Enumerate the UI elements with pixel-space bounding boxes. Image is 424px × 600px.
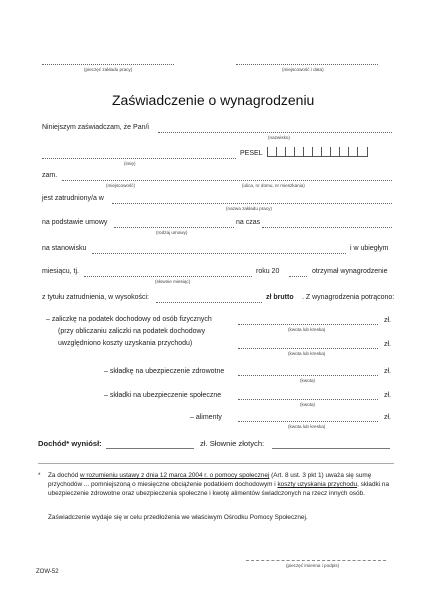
tax-costs-amount[interactable] bbox=[238, 348, 378, 349]
currency-label: zł. bbox=[384, 341, 391, 348]
name-caption: (imię) bbox=[124, 161, 136, 166]
footnote-text: Za dochód bbox=[48, 472, 80, 479]
pesel-digit[interactable] bbox=[357, 147, 368, 157]
income-amount-field[interactable] bbox=[106, 448, 194, 449]
street-caption: (ulica, nr domu, nr mieszkania) bbox=[242, 183, 305, 188]
city-caption: (miejscowość) bbox=[106, 183, 136, 188]
place-date-line[interactable] bbox=[236, 64, 378, 65]
previous-month-label: i w ubiegłym bbox=[350, 245, 389, 252]
gross-label: zł brutto bbox=[266, 294, 294, 301]
currency-label: zł. bbox=[384, 368, 391, 375]
footnote-text: , składki na ubezpieczenie zdrowotne oraz ubezpieczenia społeczne i kwotę alimentów świadczonych na rzecz innych osób. bbox=[48, 481, 390, 497]
stamp-line[interactable] bbox=[42, 64, 174, 65]
place-date-caption: (miejscowość i data) bbox=[282, 67, 324, 72]
divider bbox=[38, 463, 394, 464]
pesel-label: PESEL bbox=[240, 150, 263, 157]
alimony-amount[interactable] bbox=[238, 421, 378, 422]
position-field[interactable] bbox=[92, 253, 346, 254]
amount-caption: (kwota lub kreska) bbox=[288, 424, 326, 429]
costs-reference-link: koszty uzyskania przychodu bbox=[277, 481, 358, 488]
first-name-field[interactable] bbox=[42, 158, 236, 159]
position-label: na stanowisku bbox=[42, 245, 87, 252]
contract-caption: (rodzaj umowy) bbox=[156, 230, 188, 235]
surname-caption: (nazwisko) bbox=[268, 135, 290, 140]
social-label: – składki na ubezpieczenie społeczne bbox=[104, 392, 222, 399]
address-label: zam. bbox=[42, 172, 58, 179]
footnote-text: (Art. 8 ust. 3 pkt 1) uważa się sumę przychodów ... pomniejszoną o miesięczne obciążenie podatkiem dochodowym i bbox=[48, 472, 372, 488]
income-words-field[interactable] bbox=[272, 448, 390, 449]
currency-label: zł. bbox=[384, 414, 391, 421]
amount-caption: (kwota lub kreska) bbox=[288, 351, 326, 356]
purpose-paragraph: Zaświadczenie wydaje się w celu przedłożenia we właściwym Ośrodku Pomocy Społecznej. bbox=[48, 514, 308, 521]
alimony-label: – alimenty bbox=[190, 414, 222, 421]
footnote-star: * bbox=[38, 472, 41, 479]
employed-label: jest zatrudniony/a w bbox=[42, 195, 104, 202]
period-label: na czas bbox=[236, 219, 261, 226]
tax-note-line1: (przy obliczaniu zaliczki na podatek dochodowy bbox=[58, 328, 206, 335]
currency-label: zł. bbox=[384, 392, 391, 399]
employment-label: z tytułu zatrudnienia, w wysokości: bbox=[42, 294, 149, 301]
income-words-label: zł. Słownie złotych: bbox=[200, 439, 265, 448]
signature-caption: (pieczęć imienna i podpis) bbox=[286, 563, 340, 568]
document-title: Zaświadczenie o wynagrodzeniu bbox=[112, 92, 315, 108]
deductions-label: . Z wynagrodzenia potrącono: bbox=[302, 294, 395, 301]
gross-amount-field[interactable] bbox=[156, 302, 262, 303]
footnote-paragraph bbox=[48, 471, 390, 498]
health-amount[interactable] bbox=[238, 375, 378, 376]
contract-label: na podstawie umowy bbox=[42, 219, 108, 226]
stamp-caption: (pieczęć zakładu pracy) bbox=[84, 67, 133, 72]
intro-label: Niniejszym zaświadczam, że Pan/i bbox=[42, 124, 149, 131]
contract-type-field[interactable] bbox=[114, 227, 234, 228]
year-field[interactable] bbox=[289, 276, 307, 277]
tax-advance-label: – zaliczkę na podatek dochodowy od osób fizycznych bbox=[46, 316, 212, 323]
form-code: ZOW-52 bbox=[36, 569, 59, 575]
received-label: otrzymał wynagrodzenie bbox=[312, 268, 388, 275]
month-caption: (słownie miesiąc) bbox=[155, 279, 191, 284]
income-label: Dochód* wyniósł: bbox=[38, 439, 102, 448]
law-reference-link: w rozumieniu ustawy z dnia 12 marca 2004 r. o pomocy społecznej bbox=[79, 472, 270, 479]
address-field[interactable] bbox=[62, 180, 392, 181]
surname-field[interactable] bbox=[158, 132, 392, 133]
workplace-caption: (nazwa zakładu pracy) bbox=[226, 206, 272, 211]
month-label: miesiącu, tj. bbox=[42, 268, 79, 275]
period-field[interactable] bbox=[262, 227, 392, 228]
health-label: – składkę na ubezpieczenie zdrowotne bbox=[104, 368, 225, 375]
month-field[interactable] bbox=[84, 276, 252, 277]
amount-caption: (kwota) bbox=[300, 378, 316, 383]
currency-label: zł. bbox=[384, 317, 391, 324]
workplace-field[interactable] bbox=[112, 203, 392, 204]
social-amount[interactable] bbox=[238, 399, 378, 400]
tax-note-line2: uwzględniono koszty uzyskania przychodu) bbox=[58, 340, 193, 347]
amount-caption: (kwota) bbox=[300, 402, 316, 407]
year-label: roku 20 bbox=[256, 268, 280, 275]
tax-advance-amount[interactable] bbox=[238, 324, 378, 325]
signature-line[interactable] bbox=[246, 560, 386, 561]
amount-caption: (kwota lub kreska) bbox=[288, 327, 326, 332]
